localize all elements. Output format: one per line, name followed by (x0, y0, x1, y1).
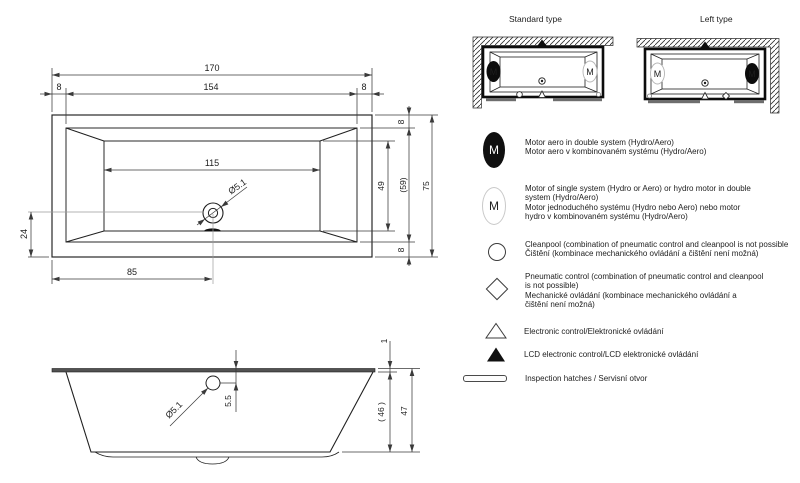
left-type-label: Left type (700, 14, 733, 24)
legend-line: Motor aero in double system (Hydro/Aero) (525, 138, 674, 147)
motor-letter: M (586, 67, 594, 77)
standard-type-label: Standard type (509, 14, 562, 24)
legend-line: čištění není možná) (525, 300, 595, 310)
motor-letter: M (489, 67, 498, 77)
corner-outlet-icon (648, 94, 652, 98)
electronic-control-icon (484, 322, 508, 340)
inspection-hatch (486, 98, 516, 101)
cleanpool-icon (488, 243, 506, 261)
lcd-control-icon (485, 346, 507, 363)
dim-drain-depth: 5.5 (223, 395, 233, 407)
legend-item (525, 374, 647, 383)
left-type-diagram (637, 39, 779, 114)
dim-floor-length: 115 (204, 158, 220, 168)
motor-letter: M (748, 69, 756, 79)
dim-drain-to-front: 24 (19, 228, 29, 240)
legend-item (524, 350, 698, 359)
dim-inner-length: 154 (203, 82, 219, 92)
dim-height-total: 47 (399, 406, 409, 416)
dim-drain-from-left: 85 (126, 267, 138, 277)
tub-outer-rect (52, 115, 372, 257)
legend-line: Inspection hatches / Servisní otvor (525, 374, 648, 383)
top-view-dimension-lines (28, 68, 438, 284)
legend-item (525, 184, 751, 222)
rim-profile (52, 369, 375, 373)
inspection-hatch (734, 100, 764, 103)
cleanpool-icon (517, 92, 523, 98)
motor-letter: M (653, 69, 662, 79)
dim-rim-top: 8 (396, 119, 406, 125)
dim-floor-width: 49 (376, 181, 386, 191)
legend-line: Pneumatic control (combination of pneumatic control and cleanpool (525, 272, 764, 281)
motor-letter: M (489, 199, 499, 213)
top-view-outline (52, 115, 372, 257)
legend-item (525, 272, 763, 310)
legend-line: Cleanpool (combination of pneumatic control and cleanpool is not possible (525, 240, 789, 249)
dim-rim-right: 8 (361, 82, 367, 92)
side-view-outline (52, 369, 375, 465)
legend-line: LCD electronic control/LCD elektronické ovládání (524, 350, 699, 359)
inspection-hatch (648, 100, 700, 103)
drain-trap-bump (196, 457, 229, 464)
legend-line: Motor jednoduchého systému (Hydro nebo Aero) nebo motor (525, 202, 741, 212)
dim-rim-height: 1 (379, 338, 389, 344)
motor-letter: M (489, 143, 499, 157)
dim-overall-length: 170 (204, 63, 220, 73)
standard-type-diagram (473, 37, 613, 108)
dim-inner-width: (59) (398, 177, 408, 193)
inspection-hatch (553, 98, 602, 101)
tub-skirt-line (95, 452, 339, 457)
drain-side-circle (206, 376, 220, 390)
legend-line: Mechanické ovládání (kombinace mechanického ovládání a (525, 290, 737, 300)
overflow-mark (204, 228, 221, 231)
legend-line: Motor of single system (Hydro or Aero) or hydro motor in double (525, 184, 751, 193)
side-view-dimension-texts (163, 338, 409, 422)
legend-line: hydro v kombinovaném systému (Hydro/Aero) (525, 212, 688, 222)
motor-double-badge-icon (483, 132, 505, 168)
legend-item (524, 327, 664, 336)
top-view-arrowheads (29, 73, 435, 282)
motor-single-badge-icon (482, 187, 506, 225)
legend-line: is not possible) (525, 281, 579, 291)
tub-rim-inner-rect (66, 128, 357, 242)
dim-rim-bottom: 8 (396, 247, 406, 253)
dim-drain-diameter-top: Ø5.1 (226, 176, 249, 197)
dim-rim-left: 8 (56, 82, 62, 92)
legend-line: system (Hydro/Aero) (525, 193, 599, 203)
dim-overall-width: 75 (421, 181, 431, 191)
side-view-dimension-lines (170, 341, 420, 452)
legend-line: Electronic control/Elektronické ovládání (524, 327, 664, 336)
legend-line: Čištění (kombinace mechanického ovládání a čištění není možná) (525, 249, 759, 259)
tub-slope-edges (66, 128, 357, 242)
legend-line: Motor aero v kombinovaném systému (Hydro/Aero) (525, 147, 707, 157)
dim-depth-inner: ( 46 ) (376, 402, 386, 422)
legend-item (525, 240, 788, 259)
top-view-centerlines (28, 212, 213, 284)
inspection-hatch-icon (463, 375, 507, 382)
corner-outlet-icon (597, 93, 601, 97)
legend-item (525, 138, 706, 157)
dim-drain-diameter-side: Ø5.1 (163, 399, 185, 421)
